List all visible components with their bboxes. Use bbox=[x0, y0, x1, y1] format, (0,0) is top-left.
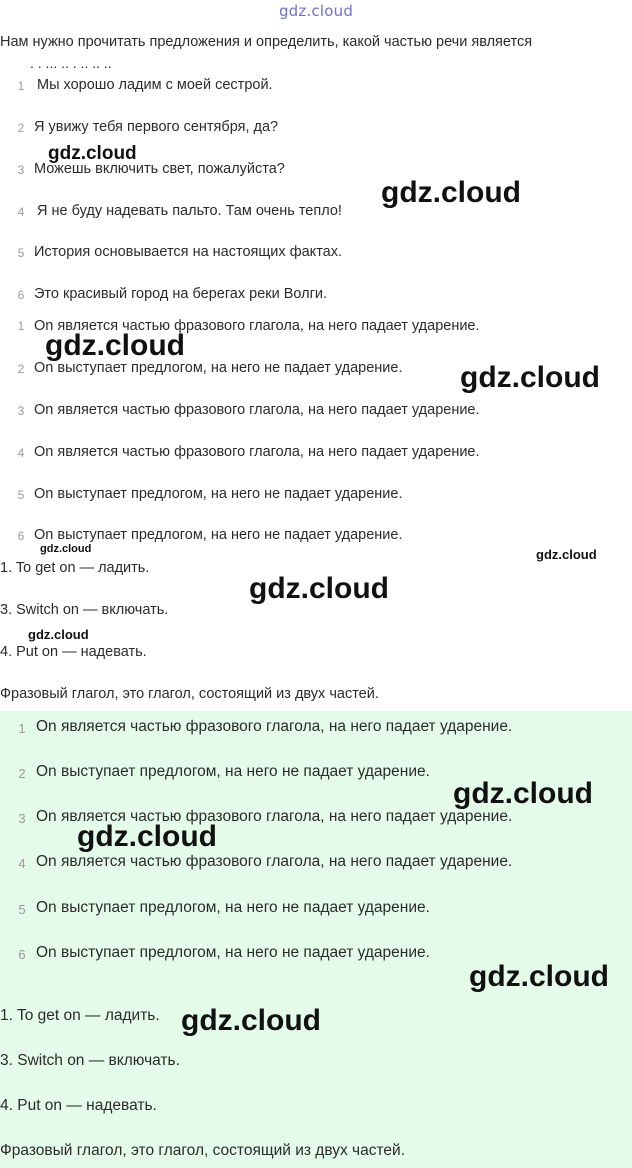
site-logo[interactable]: gdz.cloud bbox=[278, 2, 354, 20]
phrasal-verb-line: 3. Switch on — включать. bbox=[0, 1052, 180, 1069]
item-number: 6 bbox=[17, 288, 25, 302]
item-number: 5 bbox=[17, 488, 25, 502]
phrasal-verb-line: 3. Switch on — включать. bbox=[0, 602, 169, 618]
item-number: 2 bbox=[17, 121, 25, 135]
definition-text: Фразовый глагол, это глагол, состоящий из двух частей. bbox=[0, 686, 379, 702]
watermark: gdz.cloud bbox=[460, 361, 600, 394]
phrasal-verb-line: 4. Put on — надевать. bbox=[0, 1097, 157, 1114]
item-number: 5 bbox=[17, 246, 25, 260]
item-text: On является частью фразового глагола, на него падает ударение. bbox=[34, 444, 480, 460]
item-number: 2 bbox=[17, 362, 25, 376]
item-text: On является частью фразового глагола, на него падает ударение. bbox=[36, 853, 513, 870]
watermark: gdz.cloud bbox=[181, 1004, 321, 1037]
phrasal-verb-line: 1. To get on — ладить. bbox=[0, 560, 150, 576]
watermark: gdz.cloud bbox=[453, 777, 593, 810]
item-text: Я не буду надевать пальто. Там очень тепло! bbox=[37, 203, 342, 219]
phrasal-verb-line: 1. To get on — ладить. bbox=[0, 1007, 160, 1024]
item-text: Это красивый город на берегах реки Волги. bbox=[34, 286, 328, 302]
watermark: gdz.cloud bbox=[28, 627, 89, 642]
watermark: gdz.cloud bbox=[48, 143, 137, 164]
item-number: 1 bbox=[17, 79, 25, 93]
item-text: Можешь включить свет, пожалуйста? bbox=[34, 161, 285, 177]
clipped-text-line: . . ... .. . .. .. .. bbox=[30, 55, 112, 71]
item-number: 3 bbox=[17, 163, 25, 177]
item-number: 4 bbox=[17, 205, 25, 219]
item-text: On является частью фразового глагола, на него падает ударение. bbox=[34, 318, 480, 334]
item-number: 4 bbox=[17, 446, 25, 460]
item-number: 1 bbox=[17, 319, 25, 333]
item-text: On выступает предлогом, на него не падает ударение. bbox=[36, 944, 430, 961]
item-number: 3 bbox=[17, 404, 25, 418]
item-number: 3 bbox=[18, 811, 26, 826]
watermark: gdz.cloud bbox=[536, 547, 597, 562]
watermark: gdz.cloud bbox=[40, 543, 92, 555]
watermark: gdz.cloud bbox=[45, 329, 185, 362]
definition-text: Фразовый глагол, это глагол, состоящий из двух частей. bbox=[0, 1142, 405, 1159]
item-number: 5 bbox=[18, 902, 26, 917]
item-text: On выступает предлогом, на него не падает ударение. bbox=[34, 486, 403, 502]
phrasal-verb-line: 4. Put on — надевать. bbox=[0, 644, 147, 660]
watermark: gdz.cloud bbox=[381, 176, 521, 209]
watermark: gdz.cloud bbox=[77, 820, 217, 853]
item-text: On является частью фразового глагола, на него падает ударение. bbox=[36, 718, 513, 735]
item-number: 1 bbox=[18, 721, 26, 736]
watermark: gdz.cloud bbox=[469, 960, 609, 993]
intro-text: Нам нужно прочитать предложения и определить, какой частью речи является bbox=[0, 34, 533, 50]
watermark: gdz.cloud bbox=[249, 572, 389, 605]
item-text: Я увижу тебя первого сентября, да? bbox=[34, 119, 279, 135]
item-text: On является частью фразового глагола, на него падает ударение. bbox=[34, 402, 480, 418]
item-text: On выступает предлогом, на него не падает ударение. bbox=[36, 899, 430, 916]
item-text: История основывается на настоящих фактах. bbox=[34, 244, 343, 260]
item-text: On выступает предлогом, на него не падает ударение. bbox=[34, 360, 403, 376]
item-text: Мы хорошо ладим с моей сестрой. bbox=[37, 77, 273, 93]
item-text: On является частью фразового глагола, на него падает ударение. bbox=[36, 808, 513, 825]
item-number: 6 bbox=[18, 947, 26, 962]
item-text: On выступает предлогом, на него не падает ударение. bbox=[36, 763, 430, 780]
item-number: 4 bbox=[18, 856, 26, 871]
item-number: 2 bbox=[18, 766, 26, 781]
item-text: On выступает предлогом, на него не падает ударение. bbox=[34, 527, 403, 543]
item-number: 6 bbox=[17, 529, 25, 543]
